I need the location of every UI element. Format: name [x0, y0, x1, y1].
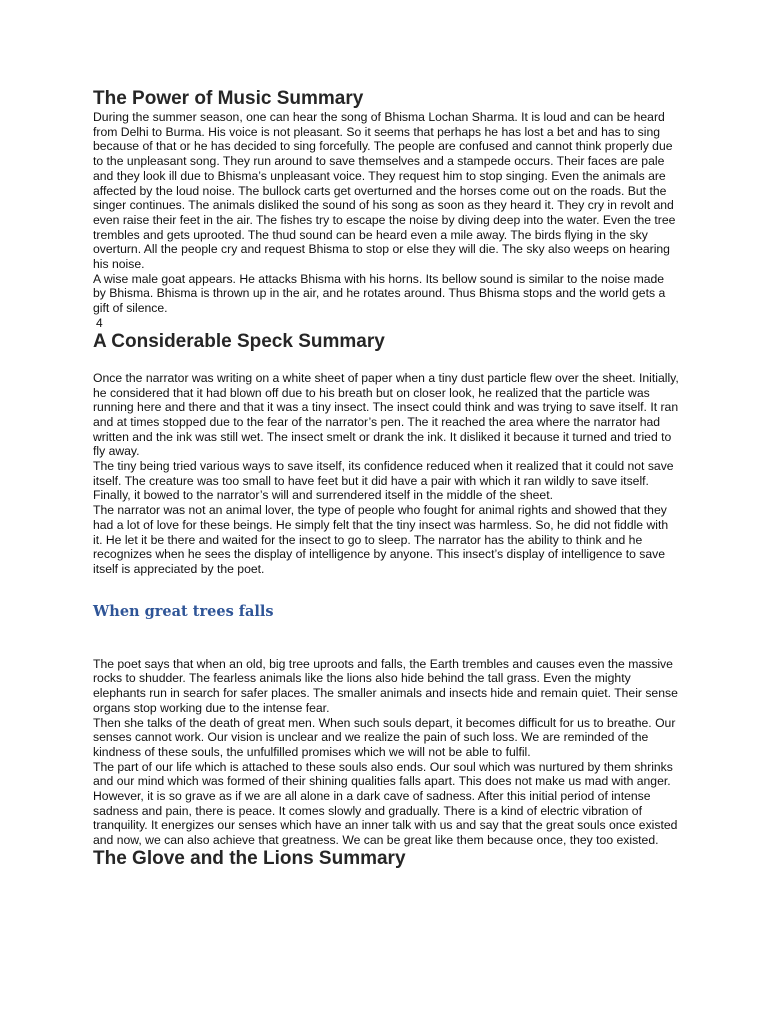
paragraph: The tiny being tried various ways to save itself, its confidence reduced when it realized that it could not save itself. The creature was too small to have feet but it did have a pair with which it ran wildly to save itself. Finally, it bowed to the narrator’s will and surrendered itself in the middle of the sheet.	[93, 459, 674, 503]
paragraph: The poet says that when an old, big tree uproots and falls, the Earth trembles and causes even the massive rocks to shudder. The fearless animals like the lions also hide behind the tall grass. Even the mighty elephants run in search for safer places. The smaller animals and insects hide and remain quiet. Their sense organs stop working due to the intense fear.	[93, 656, 678, 715]
paragraph: The part of our life which is attached to these souls also ends. Our soul which was nurtured by them shrinks and our mind which was formed of their shining qualities falls apart. This does not make us mad with anger. However, it is so grave as if we are all alone in a dark cave of sadness. After this initial period of intense sadness and pain, there is peace. It comes slowly and gradually. There is a kind of electric vibration of tranquility. It energizes our senses which have an inner talk with us and say that the great souls once existed and now, we can also achieve that greatness. We can be great like them because once, they too existed.	[93, 759, 678, 848]
section-title-power-of-music: The Power of Music Summary	[93, 88, 364, 109]
section-title-great-trees: When great trees falls	[93, 602, 274, 620]
page-number: 4	[96, 315, 103, 330]
section-body-considerable-speck	[93, 371, 679, 577]
section-title-considerable-speck: A Considerable Speck Summary	[93, 330, 385, 352]
section-title-glove-and-lions: The Glove and the Lions Summary	[93, 847, 406, 869]
paragraph: During the summer season, one can hear the song of Bhisma Lochan Sharma. It is loud and can be heard from Delhi to Burma. His voice is not pleasant. So it seems that perhaps he has lost a bet and has to sing because of that or he has decided to sing forcefully. The people are confused and cannot think properly due to the unpleasant song. They run around to save themselves and a stampede occurs. Their faces are pale and they look ill due to Bhisma’s unpleasant voice. They request him to stop singing. Even the animals are affected by the loud noise. The bullock carts get overturned and the horses come out on the roads. But the singer continues. The animals disliked the sound of his song as soon as they heard it. They cry in revolt and even raise their feet in the air. The fishes try to escape the noise by diving deep into the water. Even the tree trembles and gets uprooted. The thud sound can be heard even a mile away. The birds flying in the sky overturn. All the people cry and request Bhisma to stop or else they will die. The sky also weeps on hearing his noise.	[93, 110, 676, 272]
paragraph: A wise male goat appears. He attacks Bhisma with his horns. Its bellow sound is similar to the noise made by Bhisma. Bhisma is thrown up in the air, and he rotates around. Thus Bhisma stops and the world gets a gift of silence.	[93, 271, 666, 316]
paragraph: The narrator was not an animal lover, the type of people who fought for animal rights and showed that they had a lot of love for these beings. He simply felt that the tiny insect was harmless. So, he did not fiddle with it. He let it be there and waited for the insect to go to sleep. The narrator has the ability to think and he recognizes when he sees the display of intelligence by anyone. This insect’s display of intelligence to save itself is appreciated by the poet.	[93, 503, 669, 576]
section-body-great-trees	[93, 657, 679, 848]
paragraph: Once the narrator was writing on a white sheet of paper when a tiny dust particle flew over the sheet. Initially, he considered that it had blown off due to his breath but on closer look, he realized that the particle was running here and there and that it was a tiny insect. The insect could think and was trying to save itself. It ran and at times stopped due to the fear of the narrator’s pen. The it reached the area where the narrator had written and the ink was still wet. The insect smelt or drank the ink. It disliked it because it turned and tried to fly away.	[93, 370, 679, 459]
section-body-power-of-music	[93, 110, 679, 316]
document-content	[93, 88, 679, 870]
paragraph: Then she talks of the death of great men. When such souls depart, it becomes difficult for us to breathe. Our senses cannot work. Our vision is unclear and we realize the pain of such loss. We are reminded of the kindness of these souls, the unfulfilled promises which we will not be able to fulfil.	[93, 715, 676, 759]
